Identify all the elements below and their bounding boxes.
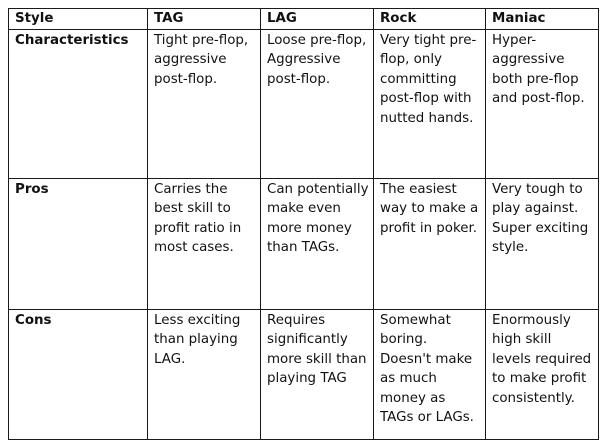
cell-characteristics-maniac: Hyper-aggressive both pre-flop and post-flop.	[486, 29, 599, 178]
cell-pros-lag: Can potentially make even more money than TAGs.	[261, 178, 374, 309]
header-lag: LAG	[261, 9, 374, 30]
row-label-characteristics: Characteristics	[9, 29, 148, 178]
table-row-pros	[9, 178, 599, 309]
cell-cons-tag: Less exciting than playing LAG.	[148, 309, 261, 439]
cell-cons-maniac: Enormously high skill levels required to make profit consistently.	[486, 309, 599, 439]
cell-characteristics-rock: Very tight pre-flop, only committing post-flop with nutted hands.	[374, 29, 486, 178]
cell-pros-maniac: Very tough to play against. Super exciting style.	[486, 178, 599, 309]
header-style: Style	[9, 9, 148, 30]
cell-characteristics-tag: Tight pre-flop, aggressive post-flop.	[148, 29, 261, 178]
cell-cons-lag: Requires significantly more skill than playing TAG	[261, 309, 374, 439]
row-label-pros: Pros	[9, 178, 148, 309]
header-maniac: Maniac	[486, 9, 599, 30]
table-row-cons	[9, 309, 599, 439]
poker-styles-table	[8, 8, 599, 440]
header-row	[9, 9, 599, 30]
cell-cons-rock: Somewhat boring. Doesn't make as much money as TAGs or LAGs.	[374, 309, 486, 439]
header-tag: TAG	[148, 9, 261, 30]
table-header	[9, 9, 599, 30]
cell-pros-rock: The easiest way to make a profit in poker.	[374, 178, 486, 309]
cell-characteristics-lag: Loose pre-flop, Aggressive post-flop.	[261, 29, 374, 178]
row-label-cons: Cons	[9, 309, 148, 439]
header-rock: Rock	[374, 9, 486, 30]
table-body	[9, 29, 599, 439]
cell-pros-tag: Carries the best skill to profit ratio in most cases.	[148, 178, 261, 309]
table-row-characteristics	[9, 29, 599, 178]
